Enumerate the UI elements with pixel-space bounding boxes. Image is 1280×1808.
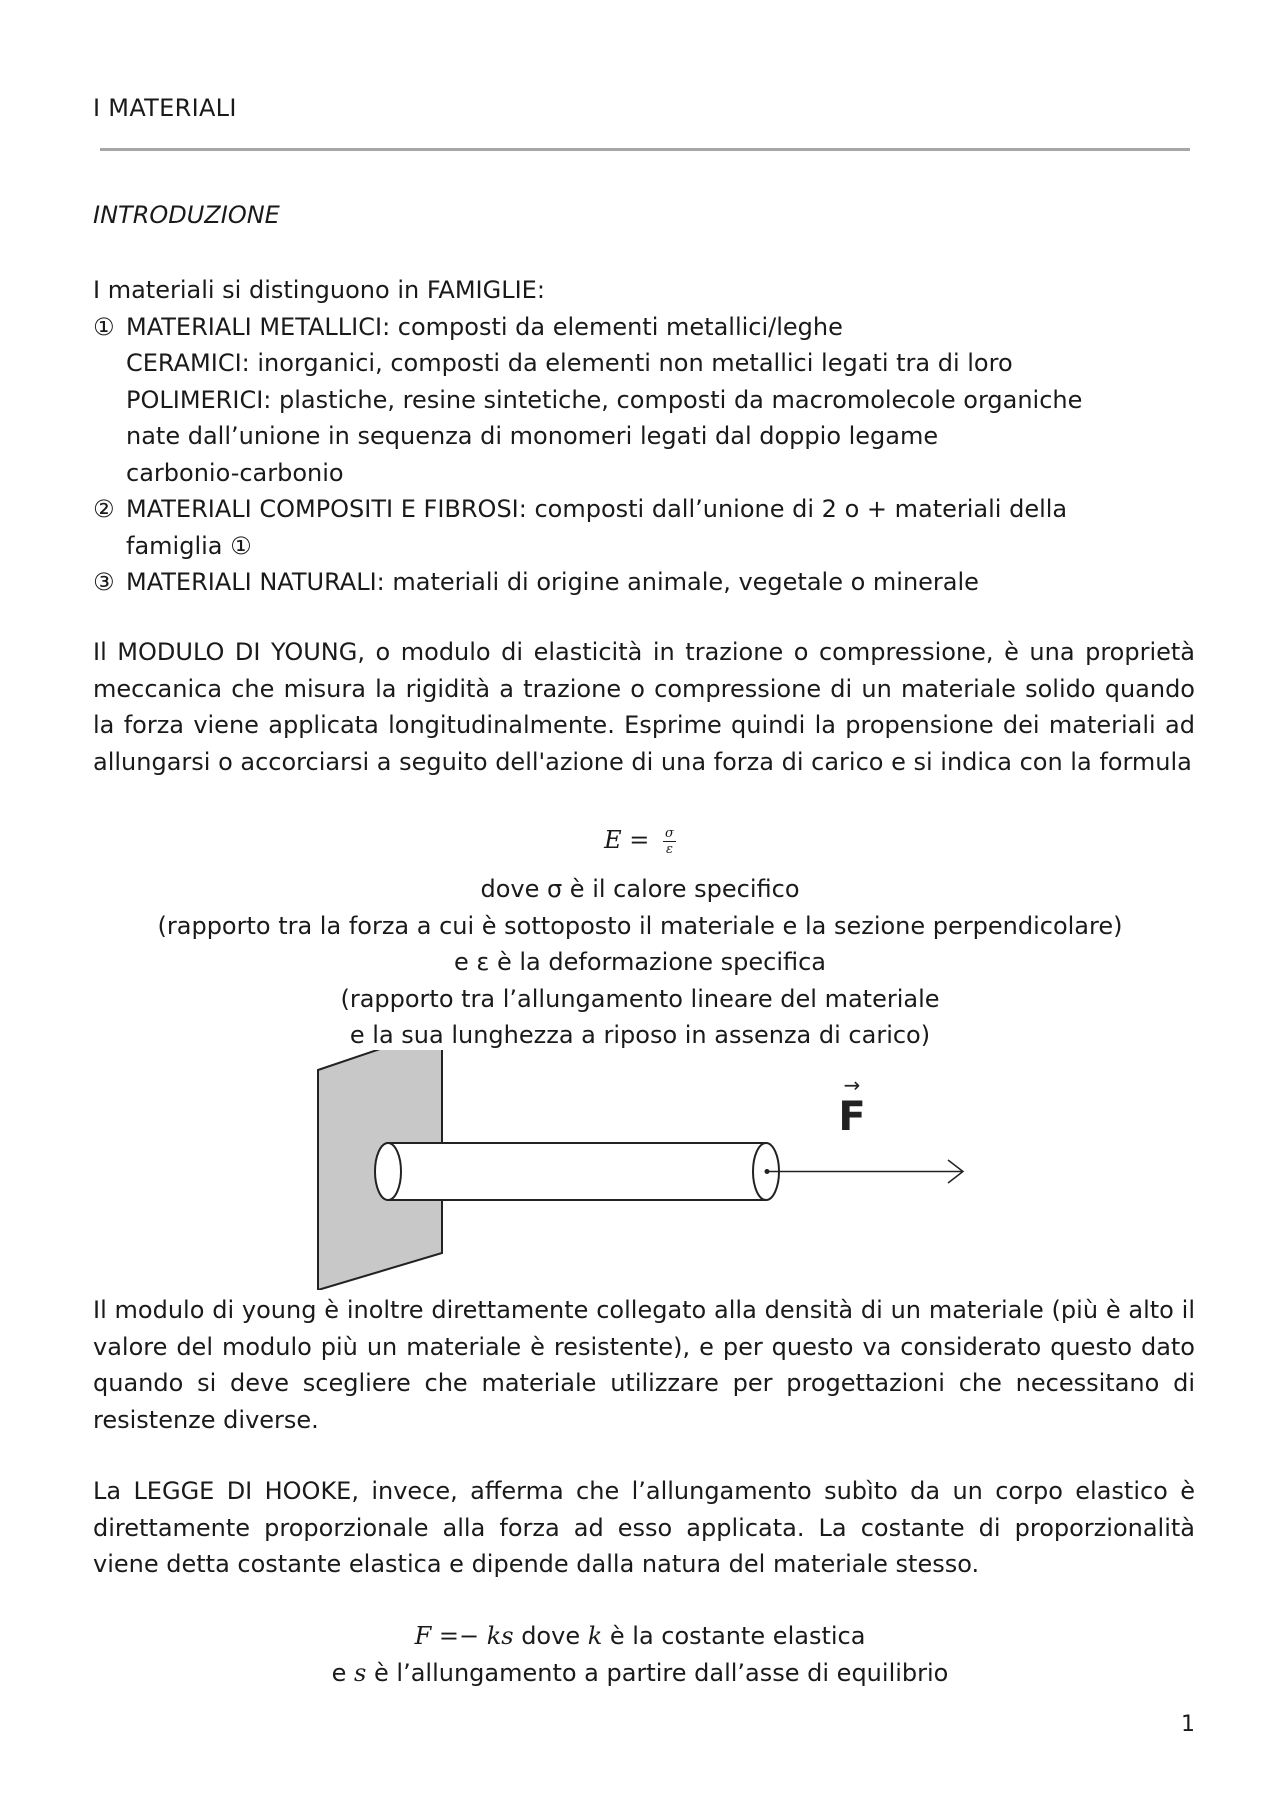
hooke-text: è l’allungamento a partire dall’asse di equilibrio bbox=[366, 1658, 949, 1687]
hooke-text: dove bbox=[513, 1622, 588, 1650]
page-number: 1 bbox=[1181, 1712, 1195, 1737]
cylinder-body bbox=[388, 1143, 766, 1200]
hooke-paragraph: La LEGGE DI HOOKE, invece, afferma che l’allungamento subìto da un corpo elastico è direttamente proporzionale alla forza ad esso applicata. La costante di proporzionalità viene detta costante elastica e dipende dalla natura del materiale stesso. bbox=[93, 1477, 1195, 1578]
hooke-var-k: k bbox=[587, 1622, 603, 1650]
force-vector-arrow: → bbox=[843, 1073, 861, 1097]
force-label: F bbox=[838, 1094, 866, 1140]
young-formula bbox=[0, 826, 1280, 857]
number-2-glyph: ② bbox=[93, 495, 115, 523]
family-line: nate dall’unione in sequenza di monomeri legati dal doppio legame bbox=[126, 422, 939, 450]
explanation-line: e la sua lunghezza a riposo in assenza di carico) bbox=[349, 1021, 931, 1049]
family-line: POLIMERICI: plastiche, resine sintetiche, composti da macromolecole organiche bbox=[126, 385, 1083, 414]
cylinder-left-end bbox=[375, 1143, 401, 1200]
family-line: MATERIALI NATURALI: materiali di origine animale, vegetale o minerale bbox=[126, 568, 979, 596]
explanation-line: (rapporto tra la forza a cui è sottoposto il materiale e la sezione perpendicolare) bbox=[157, 911, 1123, 940]
tension-diagram bbox=[300, 1050, 1000, 1290]
number-3-glyph: ③ bbox=[93, 568, 115, 596]
explanation-line: dove σ è il calore specifico bbox=[480, 875, 800, 903]
family-line: CERAMICI: inorganici, composti da elementi non metallici legati tra di loro bbox=[126, 349, 1013, 377]
hooke-text: è la costante elastica bbox=[602, 1622, 866, 1650]
formula-denominator: ε bbox=[665, 842, 673, 857]
family-item-1 bbox=[93, 309, 1203, 346]
formula-numerator: σ bbox=[665, 826, 674, 841]
hooke-formula-block bbox=[0, 1618, 1280, 1691]
family-line: MATERIALI COMPOSITI E FIBROSI: composti dall’unione di 2 o + materiali della bbox=[126, 495, 1068, 523]
hooke-formula-line bbox=[0, 1618, 1280, 1655]
hooke-explanation-line bbox=[0, 1655, 1280, 1692]
formula-explanation bbox=[0, 871, 1280, 1054]
formula-lhs: E = bbox=[604, 826, 650, 854]
family-item-3 bbox=[93, 564, 1203, 601]
families-list bbox=[93, 272, 1203, 601]
hooke-formula: F =− ks bbox=[414, 1622, 514, 1650]
formula-fraction bbox=[663, 826, 676, 857]
family-line: carbonio-carbonio bbox=[126, 458, 344, 487]
section-heading: INTRODUZIONE bbox=[93, 201, 280, 229]
header-divider bbox=[100, 148, 1190, 151]
explanation-line: e ε è la deformazione specifica bbox=[454, 948, 826, 976]
hooke-var-s: s bbox=[354, 1658, 367, 1687]
young-paragraph-2: Il modulo di young è inoltre direttamente collegato alla densità di un materiale (più è alto il valore del modulo più un materiale è resistente), e per questo va considerato questo dato quando si deve scegliere che materiale utilizzare per progettazioni che necessitano di resistenze diverse. bbox=[93, 1296, 1195, 1434]
hooke-text: e bbox=[331, 1658, 355, 1687]
explanation-line: (rapporto tra l’allungamento lineare del materiale bbox=[340, 984, 940, 1013]
number-1-glyph: ① bbox=[93, 312, 115, 341]
family-line: famiglia ① bbox=[126, 531, 252, 560]
families-lead: I materiali si distinguono in FAMIGLIE: bbox=[93, 276, 545, 304]
family-line: MATERIALI METALLICI: composti da elementi metallici/leghe bbox=[126, 312, 843, 341]
page-header: I MATERIALI bbox=[93, 94, 237, 122]
family-item-2 bbox=[93, 491, 1203, 528]
young-paragraph: Il MODULO DI YOUNG, o modulo di elasticità in trazione o compressione, è una proprietà meccanica che misura la rigidità a trazione o compressione di un materiale solido quando la forza viene applicata longitudinalmente. Esprime quindi la propensione dei materiali ad allungarsi o accorciarsi a seguito dell'azione di una forza di carico e si indica con la formula bbox=[93, 638, 1195, 776]
